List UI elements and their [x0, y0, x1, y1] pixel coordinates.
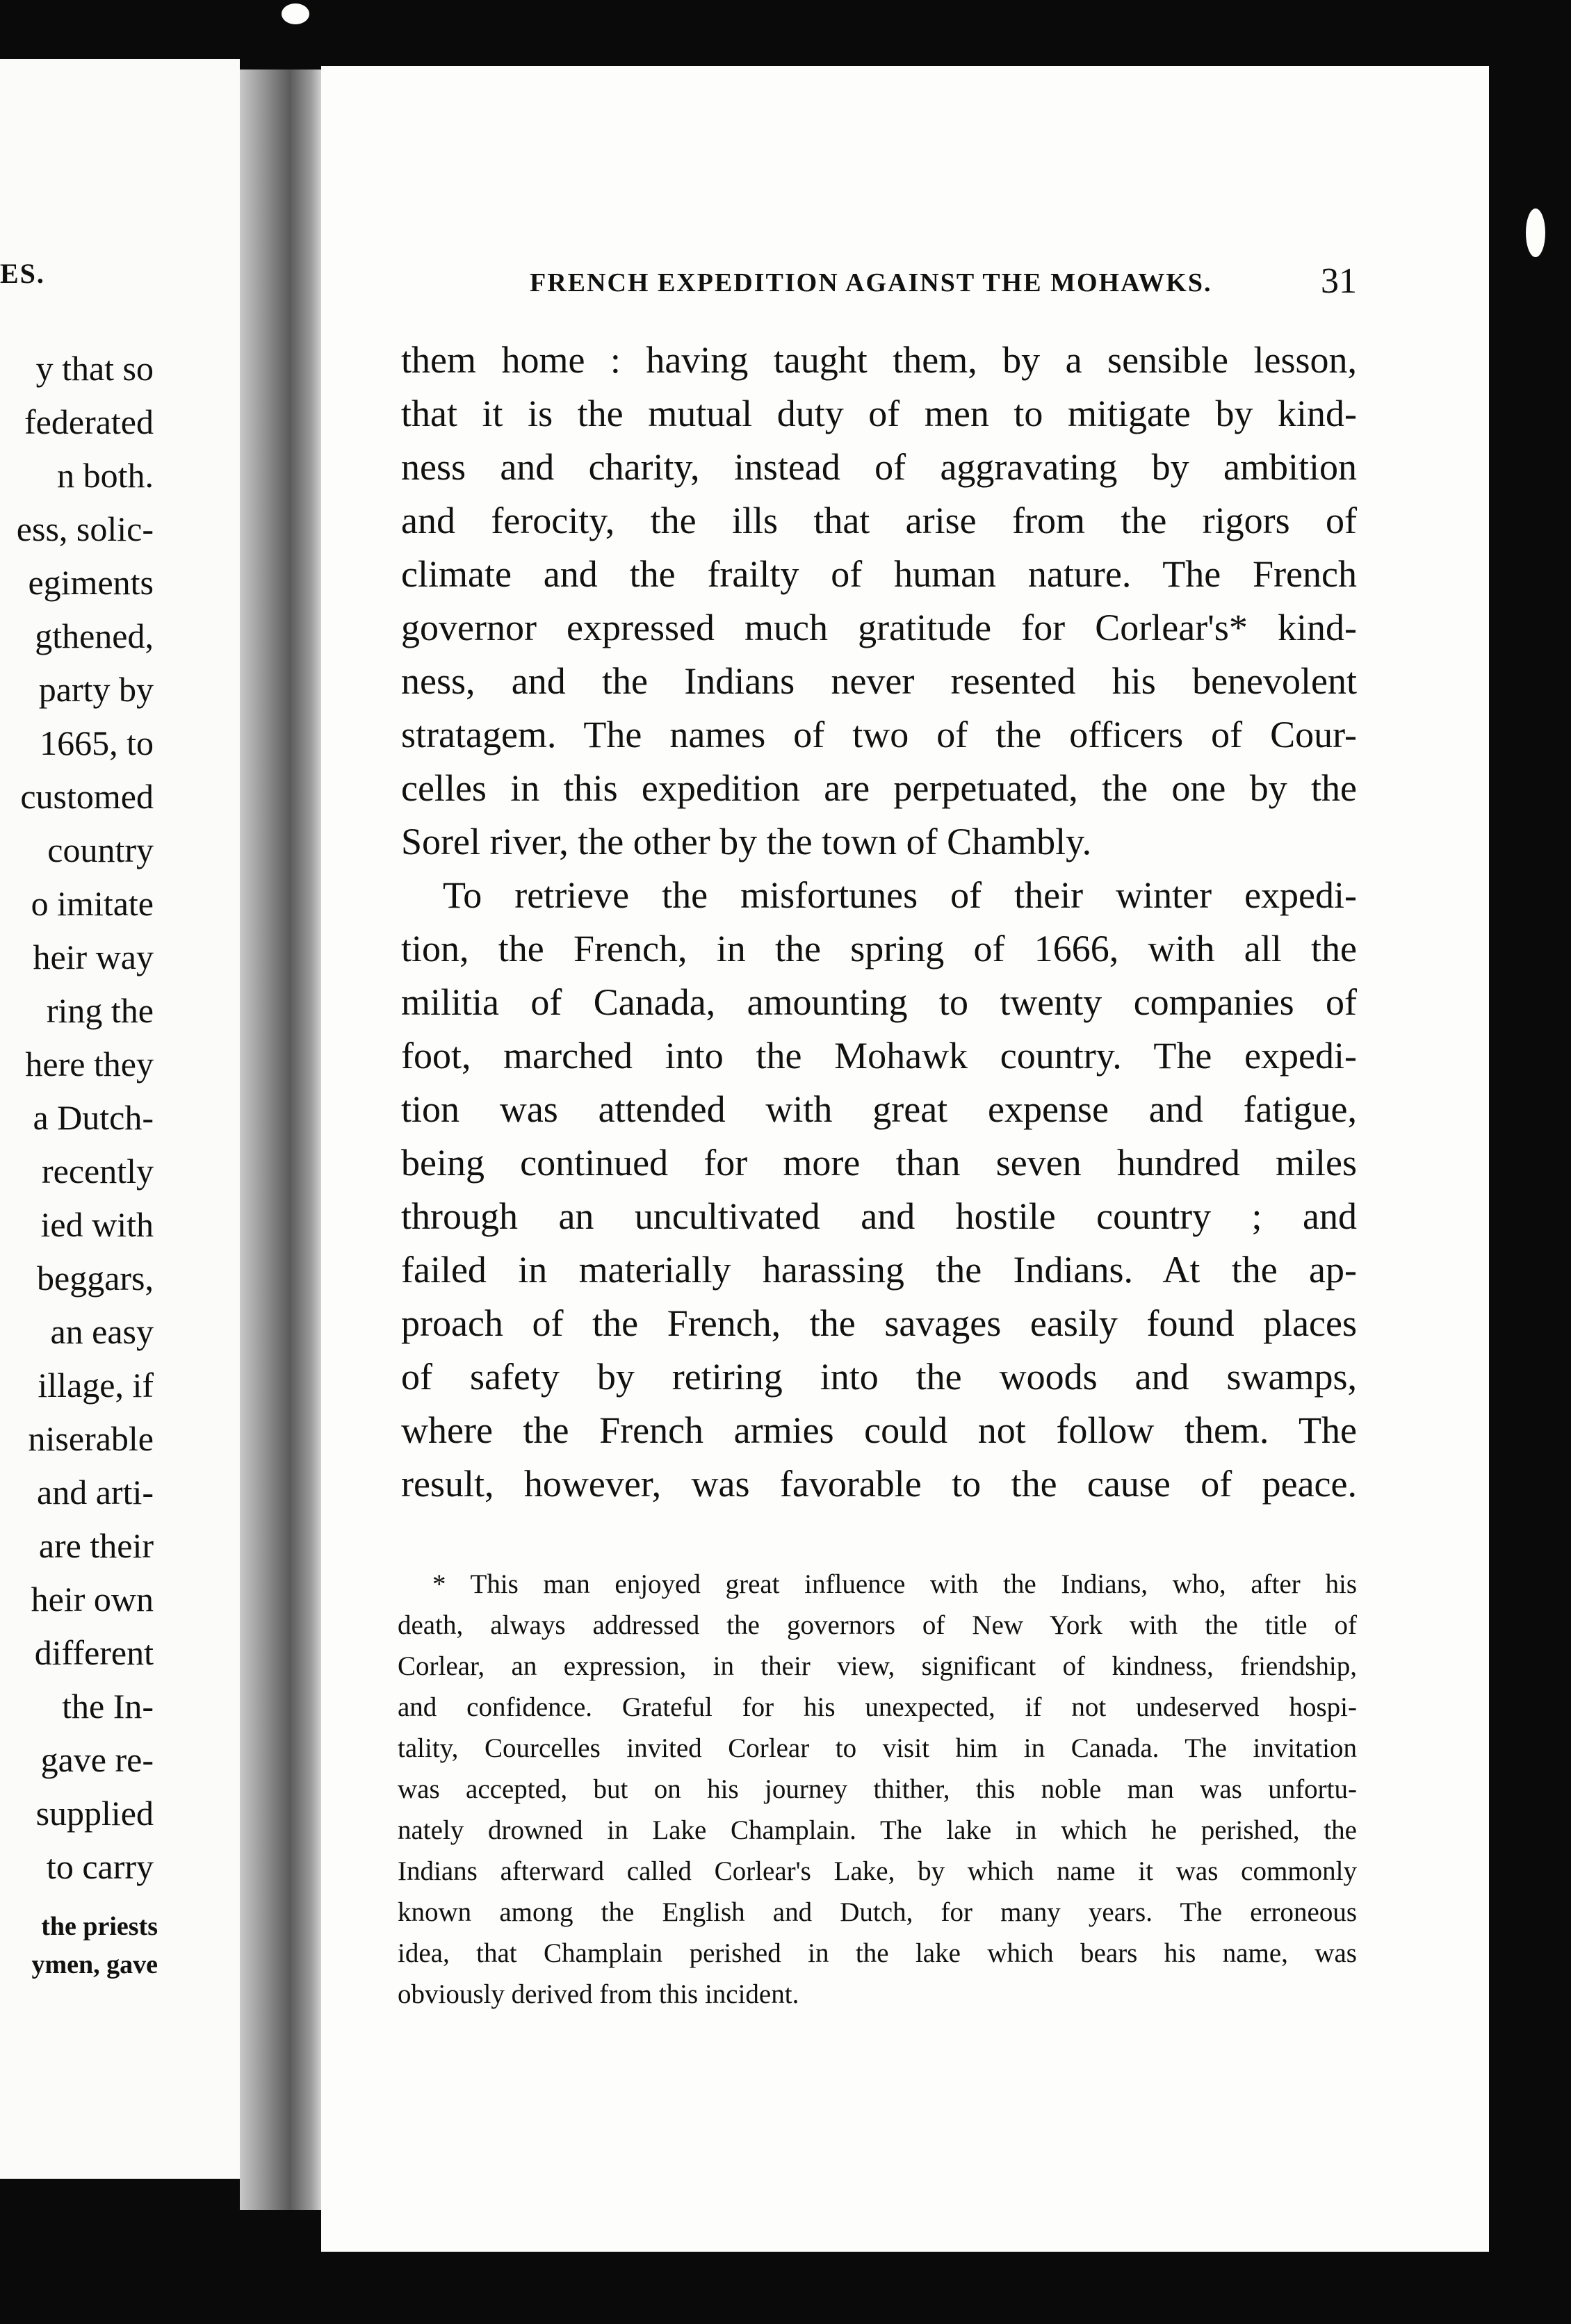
- body-line: militia of Canada, amounting to twenty companies of: [401, 981, 1357, 1023]
- body-text: [401, 334, 1357, 1511]
- book-gutter: [240, 69, 323, 2210]
- scan-speck: [1526, 208, 1545, 257]
- left-text-line: gthened,: [35, 616, 154, 655]
- left-text-line: ess, solic-: [16, 509, 154, 548]
- body-line: stratagem. The names of two of the officers of Cour-: [401, 714, 1357, 755]
- main-page: [321, 66, 1489, 2252]
- left-text-line: o imitate: [31, 884, 154, 923]
- left-text-line: and arti-: [37, 1473, 154, 1512]
- left-running-head: ES.: [0, 258, 45, 289]
- footnote: [398, 1564, 1357, 2015]
- footnote-line: idea, that Champlain perished in the lake which bears his name, was: [398, 1938, 1357, 1968]
- left-text-line: egiments: [28, 563, 154, 602]
- footnote-line: was accepted, but on his journey thither, this noble man was unfortu-: [398, 1774, 1357, 1804]
- body-line: them home : having taught them, by a sensible lesson,: [401, 339, 1357, 381]
- footnote-line: death, always addressed the governors of New York with the title of: [398, 1610, 1357, 1640]
- body-line: climate and the frailty of human nature. The French: [401, 553, 1357, 595]
- body-line: To retrieve the misfortunes of their winter expedi-: [443, 874, 1357, 916]
- footnote-line: obviously derived from this incident.: [398, 1979, 799, 2009]
- footnote-line: tality, Courcelles invited Corlear to visit him in Canada. The invitation: [398, 1733, 1357, 1763]
- left-text-line: a Dutch-: [33, 1098, 154, 1137]
- left-text-line: recently: [41, 1152, 154, 1190]
- body-line: celles in this expedition are perpetuated, the one by the: [401, 767, 1357, 809]
- body-line: proach of the French, the savages easily found places: [401, 1302, 1357, 1344]
- body-line: being continued for more than seven hundred miles: [401, 1142, 1357, 1184]
- body-line: foot, marched into the Mohawk country. The expedi-: [401, 1035, 1357, 1077]
- footnote-line: Corlear, an expression, in their view, significant of kindness, friendship,: [398, 1651, 1357, 1681]
- body-line: where the French armies could not follow them. The: [401, 1409, 1357, 1451]
- left-text-line: 1665, to: [40, 723, 154, 762]
- body-line: failed in materially harassing the Indians. At the ap-: [401, 1249, 1357, 1291]
- left-text-line: heir way: [33, 938, 154, 976]
- left-text-line: illage, if: [38, 1366, 154, 1405]
- left-text-line: party by: [38, 670, 154, 709]
- left-text-line: different: [34, 1633, 154, 1672]
- left-footnote-line: the priests: [41, 1912, 158, 1941]
- left-text-line: country: [47, 830, 154, 869]
- body-line: tion was attended with great expense and fatigue,: [401, 1088, 1357, 1130]
- left-text-line: y that so: [35, 349, 154, 388]
- body-line: Sorel river, the other by the town of Chambly.: [401, 821, 1092, 862]
- body-line: governor expressed much gratitude for Corlear's* kind-: [401, 607, 1357, 648]
- body-line: that it is the mutual duty of men to mitigate by kind-: [401, 393, 1357, 434]
- left-text-line: heir own: [31, 1580, 154, 1619]
- footnote-line: * This man enjoyed great influence with the Indians, who, after his: [432, 1569, 1357, 1599]
- left-text-line: ring the: [46, 991, 154, 1030]
- page-number: 31: [1321, 261, 1357, 301]
- left-text-line: an easy: [50, 1312, 154, 1351]
- left-text-line: niserable: [28, 1419, 154, 1458]
- left-text-line: here they: [25, 1045, 154, 1083]
- left-page-fragment: [0, 59, 240, 2179]
- left-text-line: n both.: [57, 456, 154, 495]
- footnote-line: known among the English and Dutch, for many years. The erroneous: [398, 1897, 1357, 1927]
- body-line: and ferocity, the ills that arise from the rigors of: [401, 500, 1357, 541]
- left-text-line: supplied: [35, 1794, 154, 1833]
- scan-speck: [282, 3, 309, 24]
- left-text-line: to carry: [46, 1847, 154, 1886]
- left-text-line: are their: [38, 1526, 154, 1565]
- left-text-line: the In-: [62, 1687, 154, 1726]
- left-text-line: customed: [20, 777, 154, 816]
- left-text-line: ied with: [40, 1205, 154, 1244]
- footnote-line: and confidence. Grateful for his unexpected, if not undeserved hospi-: [398, 1692, 1357, 1722]
- body-line: of safety by retiring into the woods and swamps,: [401, 1356, 1357, 1398]
- footnote-line: nately drowned in Lake Champlain. The lake in which he perished, the: [398, 1815, 1357, 1845]
- left-footnote-line: ymen, gave: [31, 1950, 158, 1979]
- body-line: through an uncultivated and hostile country ; and: [401, 1195, 1357, 1237]
- body-line: result, however, was favorable to the cause of peace.: [401, 1463, 1357, 1505]
- running-title: FRENCH EXPEDITION AGAINST THE MOHAWKS.: [530, 268, 1212, 297]
- body-line: tion, the French, in the spring of 1666, with all the: [401, 928, 1357, 969]
- left-text-line: beggars,: [37, 1259, 154, 1298]
- running-head: [530, 261, 1357, 302]
- left-text-line: federated: [24, 402, 154, 441]
- footnote-line: Indians afterward called Corlear's Lake, by which name it was commonly: [398, 1856, 1357, 1886]
- body-line: ness, and the Indians never resented his benevolent: [401, 660, 1357, 702]
- body-line: ness and charity, instead of aggravating by ambition: [401, 446, 1357, 488]
- left-text-line: gave re-: [40, 1740, 154, 1779]
